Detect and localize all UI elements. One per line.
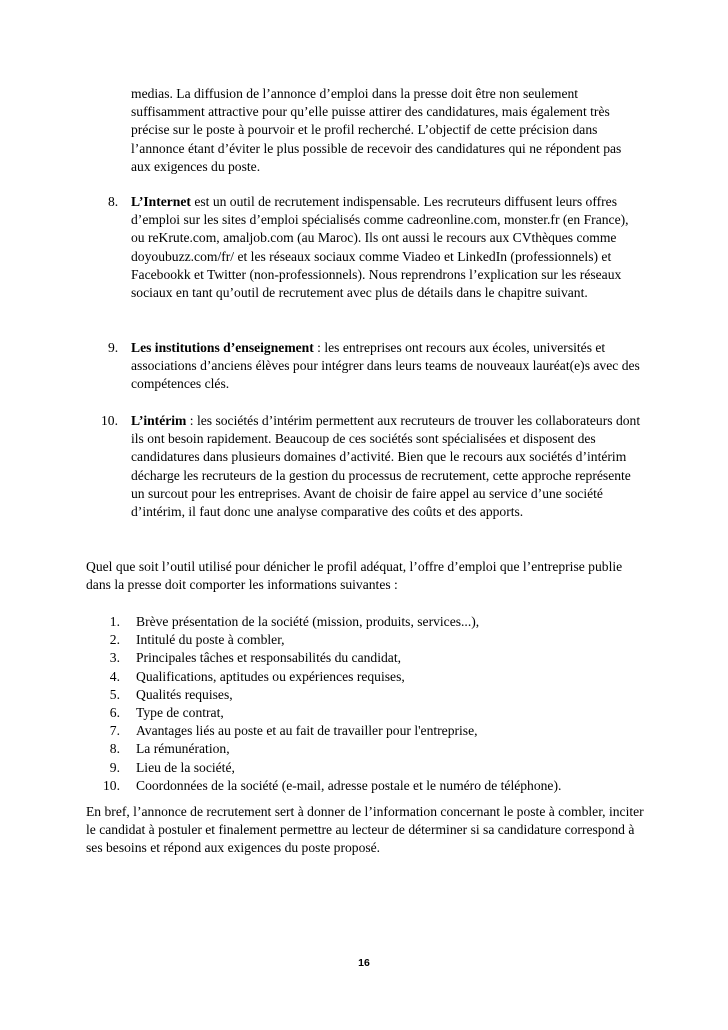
info-list: 1. Brève présentation de la société (mission, produits, services...), 2. Intitulé du poste à combler, 3. Principales tâches et responsabilités du candidat, 4. Qualifications, aptitudes ou expériences requises, 5. Qualités requises, 6. Type de contrat, 7. Avantages liés au poste et au fait de travailler pour l'entreprise, 8. La rémunération, 9. Lieu de la société, 10. Coordonnées de la société (e-mail, adresse postale et le numéro de téléphone). (103, 614, 562, 793)
list-item-number: 9. (108, 340, 119, 355)
intro-paragraph-text: Quel que soit l’outil utilisé pour dénicher le profil adéquat, l’offre d’emploi que l’entreprise publie dans la presse doit comporter les informations suivantes : (86, 559, 623, 593)
list-item-text: est un outil de recrutement indispensable. Les recruteurs diffusent leurs offres d’emploi sur les sites d’emploi spécialisés comme cadreonline.com, monster.fr (en France), ou reKrute.com, amaljob.com (au Maroc). Ils ont aussi le recours aux CVthèques comme doyoubuzz.com/fr/ et les réseaux sociaux comme Viadeo et LinkedIn (professionnels) et Facebookk et Twitter (non-professionnels). Nous reprendrons l’explication sur les réseaux sociaux en tant qu’outil de recrutement avec plus de détails dans le chapitre suivant. (131, 194, 629, 301)
list-item-title: Les institutions d’enseignement (131, 340, 314, 355)
list-item-title: L’Internet (131, 194, 191, 209)
list-item-title: L’intérim (131, 413, 187, 428)
list-item-text: : les entreprises ont recours aux écoles, universités et associations d’anciens élèves pour intégrer dans leurs teams de nouveaux lauréat(e)s avec des compétences clés. (131, 340, 640, 392)
continued-paragraph (131, 85, 643, 176)
page-number: 16 (358, 957, 370, 969)
conclusion-paragraph (86, 803, 646, 858)
list-item-number: 10. (101, 413, 118, 428)
conclusion-paragraph-text: En bref, l’annonce de recrutement sert à donner de l’information concernant le poste à combler, inciter le candidat à postuler et finalement permettre au lecteur de déterminer si sa candidature correspond à ses besoins et répond aux exigences du poste proposé. (86, 804, 644, 856)
continued-paragraph-text: medias. La diffusion de l’annonce d’emploi dans la presse doit être non seulement suffisamment attractive pour qu’elle puisse attirer des candidatures, mais également très précise sur le poste à pourvoir et le profil recherché. L’objectif de cette précision dans l’annonce étant d’éviter le plus possible de recevoir des candidatures qui ne répondent pas aux exigences du poste. (131, 86, 622, 174)
list-item-number: 8. (108, 194, 119, 209)
intro-paragraph (86, 558, 646, 594)
list-item-text: : les sociétés d’intérim permettent aux recruteurs de trouver les collaborateurs dont ils ont besoin rapidement. Beaucoup de ces sociétés sont spécialisées et disposent des candidatures dans plusieurs domaines d’activité. Bien que le recours aux sociétés d’intérim décharge les recruteurs de la gestion du processus de recrutement, cette approche représente un surcout pour les entreprises. Avant de choisir de faire appel au service d’une société d’intérim, il faut donc une analyse comparative des coûts et des apports. (131, 413, 641, 520)
